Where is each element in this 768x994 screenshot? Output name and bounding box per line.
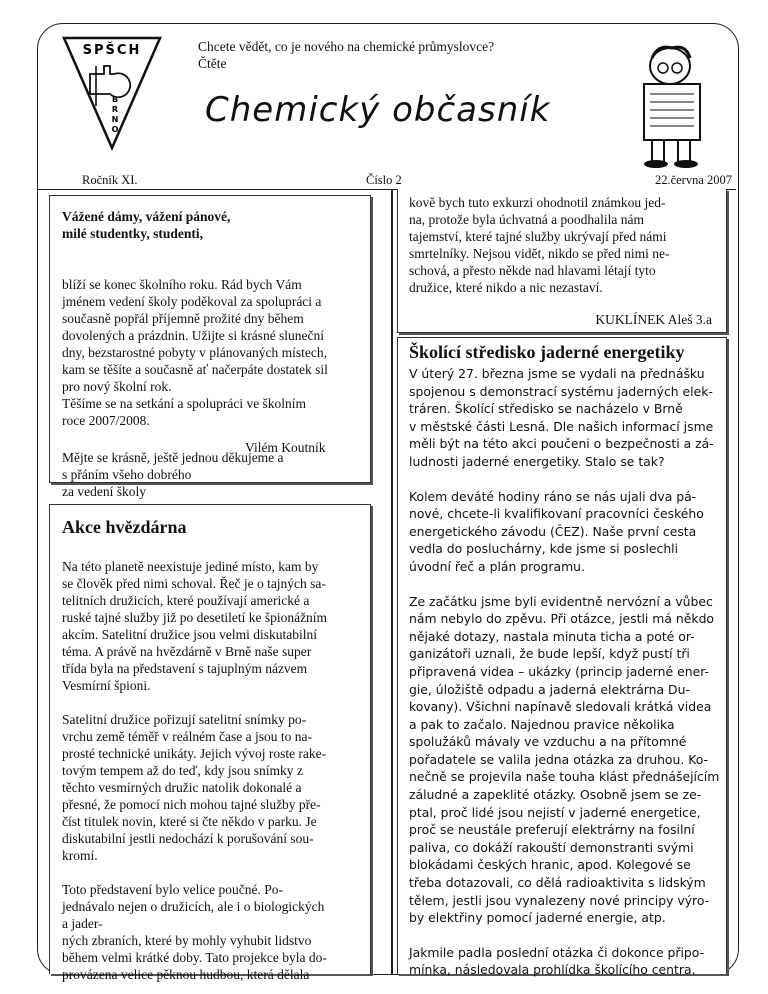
school-logo — [60, 34, 164, 152]
nuclear-paragraph-4: Jakmile padla poslední otázka či dokonce připo- mínka, následovala prohlídka školícího centra. — [409, 944, 705, 978]
svg-text:B: B — [111, 95, 119, 104]
astronomy-paragraph-2: Satelitní družice pořizují satelitní snímky po- vrchu země téměř v reálném čase a jsou to na- prosté technické unikáty. Jejich vývoj roste rake- tovým tempem až do teď, kdy jsou snímky z těchto vesmírných družic natolik dokonalé a přesné, že pomocí nich mohou tajné služby pře- číst titulek novin, které si čte někdo v parku. Je diskutabilní jestli nedochází k porušování sou- kromí. — [62, 712, 327, 863]
nuclear-paragraph-2: Kolem deváté hodiny ráno se nás ujali dva pá- nové, chcete-li kvalifikovaní pracovníci českého energetického závodu (ČEZ). Naše první cesta vedla do posluchárny, kde jsme si poslechli úvodní řeč a plán programu. — [409, 488, 704, 574]
svg-text:N: N — [111, 115, 119, 124]
welcome-greeting: Vážené dámy, vážení pánové, milé studentky, studenti, — [62, 209, 231, 241]
masthead-intro — [198, 38, 494, 72]
nuclear-article-box — [397, 337, 727, 978]
intro-line-1: Chcete vědět, co je nového na chemické průmyslovce? — [198, 39, 495, 54]
nuclear-paragraph-3: Ze začátku jsme byli evidentně nervózní a vůbec nám nebylo do zpěvu. Při otázce, jestli má někdo nějaké dotazy, nastala minuta ticha a poté or- ganizátoři uznali, že bude lepší, když pustí tři připravená videa – ukázky (princip jaderné ener- gie, úložiště odpadu a jaderná elektrárna Du- kovany). Všichni napínavě sledovali krátká videa a pak to začalo. Najednou pravice několika spolužáků mávaly ve vzduchu a na přítomné pořadatele se valila jedna otázka za druhou. Ko- nečně se projevila naše touha klást přednášejícím záludné a zapeklité otázky. Osobně jsem se ze- ptal, proč lidé jsou nejistí v jaderné energetice, proč se neustále preferují elektrárny na fosilní paliva, co dokáží rakouští demonstranti svými blokádami českých hranic, apod. Kolegové se třeba dotazovali, co dělá radioaktivita s lidským tělem, jestli jsou vynalezeny nové principy výro- by elektřiny pomocí jaderné energie, atp. — [409, 593, 720, 926]
intro-line-2: Čtěte — [198, 56, 227, 71]
welcome-signature: Vilém Koutník — [245, 440, 326, 455]
astronomy-paragraph-3: Toto představení bylo velice poučné. Po- jednávalo nejen o družicích, ale i o biologických a jader- ných zbraních, které by mohly vyhubit lidstvo během velmi krátké doby. Tato projekce byla do- provázena velice pěknou hudbou, která dělala — [62, 882, 327, 982]
issue-info-bar — [38, 173, 736, 190]
astronomy-article-box — [49, 504, 371, 982]
logo-text: SPŠCH — [82, 43, 142, 58]
welcome-box — [49, 195, 371, 499]
column-divider — [391, 189, 393, 974]
volume-label: Ročník XI. — [82, 173, 138, 187]
issue-number: Číslo 2 — [366, 173, 402, 187]
article-author: KUKLÍNEK Aleš 3.a — [595, 312, 712, 327]
astronomy-continuation-box — [397, 189, 727, 333]
astronomy-paragraph-1: Na této planetě neexistuje jediné místo, kam by se člověk před nimi schoval. Řeč je o tajných sa- telitních družicích, které používají americké a ruské tajné služby již po desetiletí ke špionážním akcím. Satelitní družice jsou velmi diskutabilní téma. A právě na hvězdárně v Brně naše super třída byla na představení s tajuplným názvem Vesmírní špioni. — [62, 559, 328, 693]
svg-text:O: O — [111, 125, 119, 134]
astronomy-heading: Akce hvězdárna — [62, 517, 187, 537]
svg-text:R: R — [111, 105, 119, 114]
newsletter-title: Chemický občasník — [205, 90, 551, 130]
continuation-text: kově bych tuto exkurzi ohodnotil známkou jed- na, protože byla úchvatná a poodhalila nám tajemství, které tajné služby ukrývají před námi smrtelníky. Nejsou vidět, nikdo se před nimi ne- schová, a přesto někde nad hlavami létají tyto družice, které nikdo a nic nezastaví. — [409, 195, 670, 295]
nuclear-paragraph-1: V úterý 27. března jsme se vydali na přednášku spojenou s demonstrací systému jaderných elek- tráren. Školící středisko se nacházelo v Brně v městské části Lesná. Dle našich informací jsme měli být na této akci poučeni o bezpečnosti a zá- ludnosti jaderné energetiky. Stalo se tak? — [409, 366, 714, 469]
reader-cartoon-illustration — [630, 44, 722, 169]
issue-date: 22.června 2007 — [654, 173, 732, 187]
nuclear-heading: Školící středisko jaderné energetiky — [409, 342, 685, 362]
welcome-paragraph-2: Mějte se krásně, ještě jednou děkujeme a s přáním všeho dobrého za vedení školy — [62, 450, 284, 499]
welcome-paragraph-1: blíží se konec školního roku. Rád bych Vám jménem vedení školy poděkoval za spolupráci a současně popřál příjemně prožité dny během dovolených a prázdnin. Užijte si krásné sluneční dny, bezstarostné pobyty v plánovaných místech, kam se těšíte a současně ať načerpáte dostatek sil pro nový školní rok. Těšíme se na setkání a spolupráci ve školním roce 2007/2008. — [62, 277, 328, 428]
